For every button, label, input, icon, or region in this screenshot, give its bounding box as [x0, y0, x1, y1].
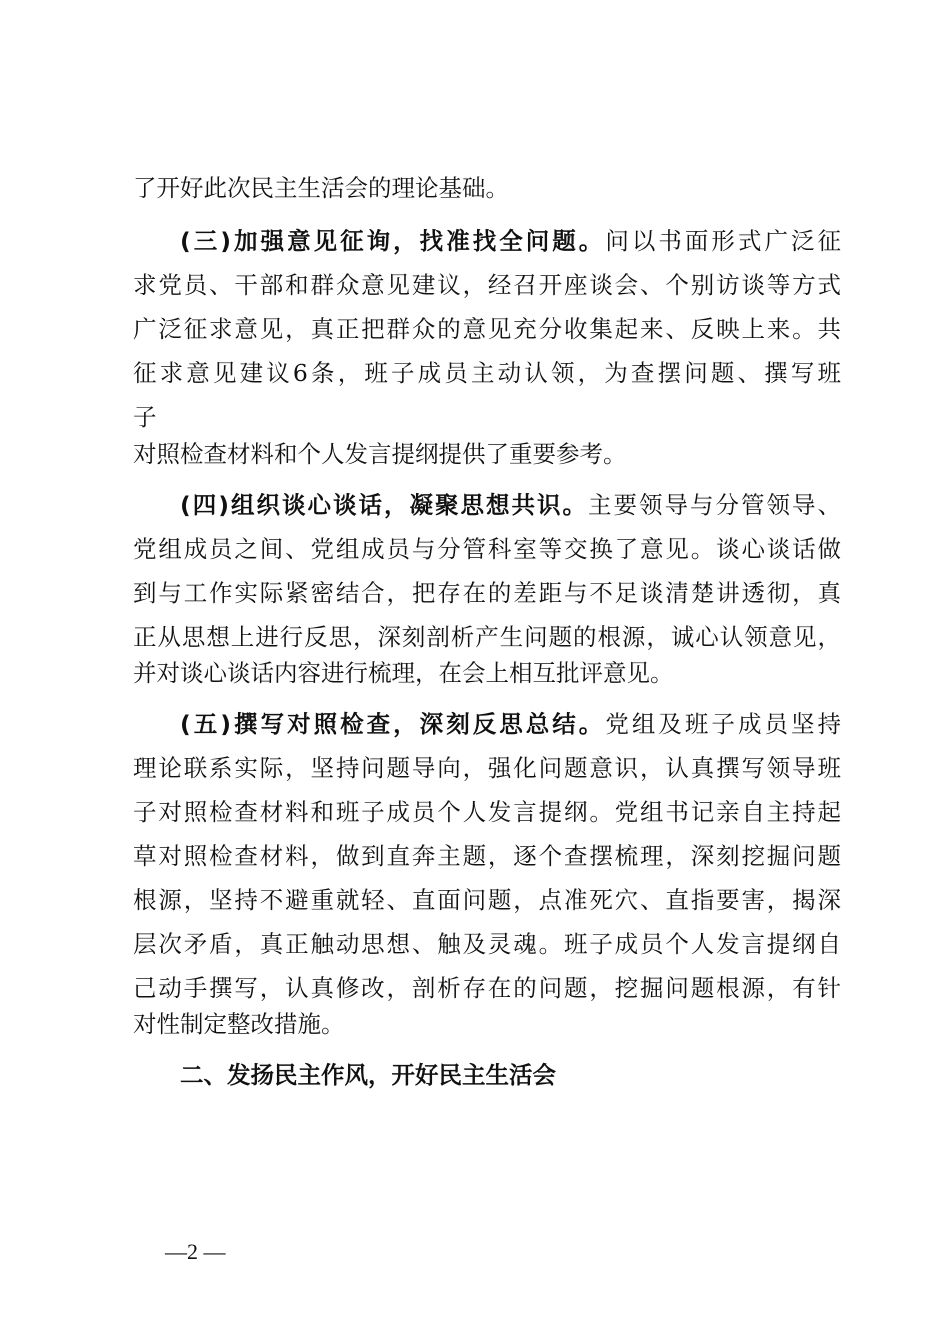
- paragraph-line: [133, 356, 841, 390]
- line-text: 层次矛盾，真正触动思想、触及灵魂。班子成员个人发言提纲自: [133, 930, 841, 958]
- paragraph-line: [133, 437, 841, 471]
- line-text: 并对谈心谈话内容进行梳理，在会上相互批评意见。: [133, 659, 674, 687]
- paragraph-lead-heading: (三)加强意见征询，找准找全问题。: [180, 227, 606, 255]
- line-text: 己动手撰写，认真修改，剖析存在的问题，挖掘问题根源，有针: [133, 974, 841, 1002]
- line-text: 广泛征求意见，真正把群众的意见充分收集起来、反映上来。共: [133, 315, 841, 343]
- line-text: 征求意见建议6条，班子成员主动认领，为查摆问题、撰写班: [133, 359, 841, 387]
- paragraph-line: [133, 171, 841, 205]
- line-text: 理论联系实际，坚持问题导向，强化问题意识，认真撰写领导班: [133, 754, 841, 782]
- paragraph-lead-heading: (四)组织谈心谈话，凝聚思想共识。: [180, 491, 588, 519]
- line-text: 问以书面形式广泛征: [605, 227, 842, 255]
- line-text: 到与工作实际紧密结合，把存在的差距与不足谈清楚讲透彻，真: [133, 579, 841, 607]
- paragraph-line: [133, 795, 841, 829]
- line-text: 党组成员之间、党组成员与分管科室等交换了意见。谈心谈话做: [133, 535, 841, 563]
- paragraph-line: [133, 576, 841, 610]
- line-text: 求党员、干部和群众意见建议，经召开座谈会、个别访谈等方式: [133, 271, 841, 299]
- paragraph-line: [133, 620, 841, 654]
- paragraph-line: [133, 532, 841, 566]
- paragraph-line: [180, 488, 841, 522]
- line-text: 对性制定整改措施。: [133, 1010, 345, 1038]
- paragraph-line: [133, 400, 841, 434]
- paragraph-line: [133, 927, 841, 961]
- line-text: 对照检查材料和个人发言提纲提供了重要参考。: [133, 440, 627, 468]
- line-text: 草对照检查材料，做到直奔主题，逐个查摆梳理，深刻挖掘问题: [133, 842, 841, 870]
- line-text: 主要领导与分管领导、: [588, 491, 842, 519]
- paragraph-line: [133, 839, 841, 873]
- paragraph-line: [133, 1007, 841, 1041]
- paragraph-line: [133, 312, 841, 346]
- line-text: 党组及班子成员坚持: [605, 710, 842, 738]
- line-text: 了开好此次民主生活会的理论基础。: [133, 174, 509, 202]
- paragraph-line: [133, 751, 841, 785]
- line-text: 正从思想上进行反思，深刻剖析产生问题的根源，诚心认领意见，: [133, 623, 841, 651]
- paragraph-line: [133, 971, 841, 1005]
- page-number: —2 —: [165, 1239, 226, 1264]
- line-text: 子: [133, 403, 157, 431]
- paragraph-line: [133, 883, 841, 917]
- line-text: 子对照检查材料和班子成员个人发言提纲。党组书记亲自主持起: [133, 798, 841, 826]
- paragraph-line: [180, 707, 841, 741]
- paragraph-line: [133, 656, 841, 690]
- paragraph-line: [133, 268, 841, 302]
- line-text: 根源，坚持不避重就轻、直面问题，点准死穴、直指要害，揭深: [133, 886, 841, 914]
- paragraph-line: [180, 224, 841, 258]
- paragraph-lead-heading: (五)撰写对照检查，深刻反思总结。: [180, 710, 606, 738]
- section-heading: 二、发扬民主作风，开好民主生活会: [180, 1061, 556, 1089]
